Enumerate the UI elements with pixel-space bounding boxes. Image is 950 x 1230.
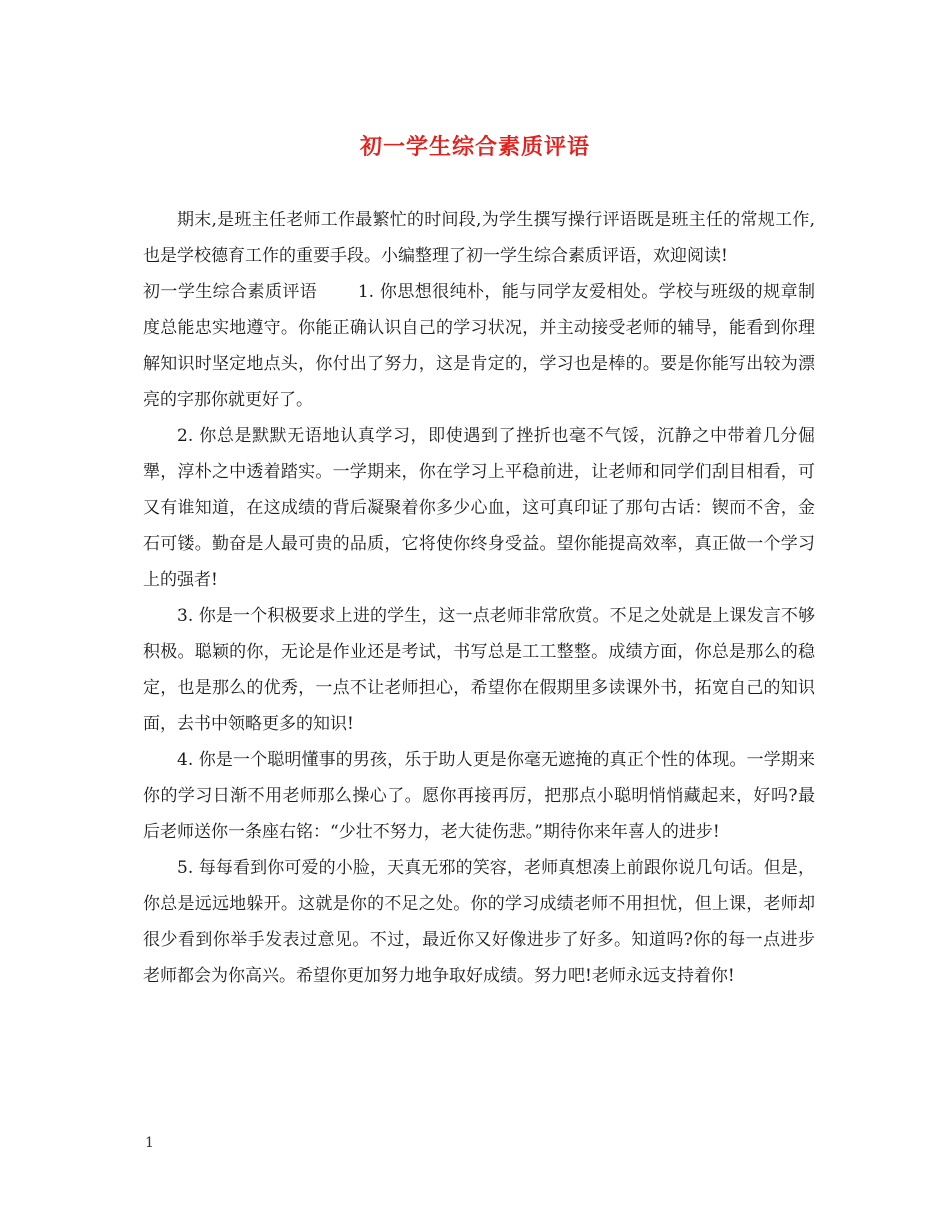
comment-paragraph-5: 5. 每每看到你可爱的小脸，天真无邪的笑容，老师真想凑上前跟你说几句话。但是，你总是远远地躲开。这就是你的不足之处。你的学习成绩老师不用担忧，但上课，老师却很少看到你举手发表过意见。不过，最近你又好像进步了好多。知道吗?你的每一点进步老师都会为你高兴。希望你更加努力地争取好成绩。努力吧!老师永远支持着你!	[143, 858, 815, 986]
comment-paragraph-2: 2. 你总是默默无语地认真学习，即使遇到了挫折也毫不气馁，沉静之中带着几分倔犟，淳朴之中透着踏实。一学期来，你在学习上平稳前进，让老师和同学们刮目相看，可又有谁知道，在这成绩的背后凝聚着你多少心血，这可真印证了那句古话：锲而不舍，金石可镂。勤奋是人最可贵的品质，它将使你终身受益。望你能提高效率，真正做一个学习上的强者!	[143, 426, 815, 590]
document-body	[143, 202, 815, 994]
page-number: 1	[145, 1135, 154, 1151]
comment-paragraph-4: 4. 你是一个聪明懂事的男孩，乐于助人更是你毫无遮掩的真正个性的体现。一学期来你的学习日渐不用老师那么操心了。愿你再接再厉，把那点小聪明悄悄藏起来，好吗?最后老师送你一条座右铭：“少壮不努力，老大徒伤悲。”期待你来年喜人的进步!	[143, 750, 815, 842]
intro-paragraph: 期末,是班主任老师工作最繁忙的时间段,为学生撰写操行评语既是班主任的常规工作,也是学校德育工作的重要手段。小编整理了初一学生综合素质评语，欢迎阅读!	[143, 210, 815, 266]
page-title: 初一学生综合素质评语	[359, 134, 590, 160]
comment-paragraph-1: 初一学生综合素质评语 1. 你思想很纯朴，能与同学友爱相处。学校与班级的规章制度总能忠实地遵守。你能正确认识自己的学习状况，并主动接受老师的辅导，能看到你理解知识时坚定地点头，你付出了努力，这是肯定的，学习也是棒的。要是你能写出较为漂亮的字那你就更好了。	[143, 282, 815, 410]
comment-paragraph-3: 3. 你是一个积极要求上进的学生，这一点老师非常欣赏。不足之处就是上课发言不够积极。聪颖的你，无论是作业还是考试，书写总是工工整整。成绩方面，你总是那么的稳定，也是那么的优秀，一点不让老师担心，希望你在假期里多读课外书，拓宽自己的知识面，去书中领略更多的知识!	[143, 606, 815, 734]
